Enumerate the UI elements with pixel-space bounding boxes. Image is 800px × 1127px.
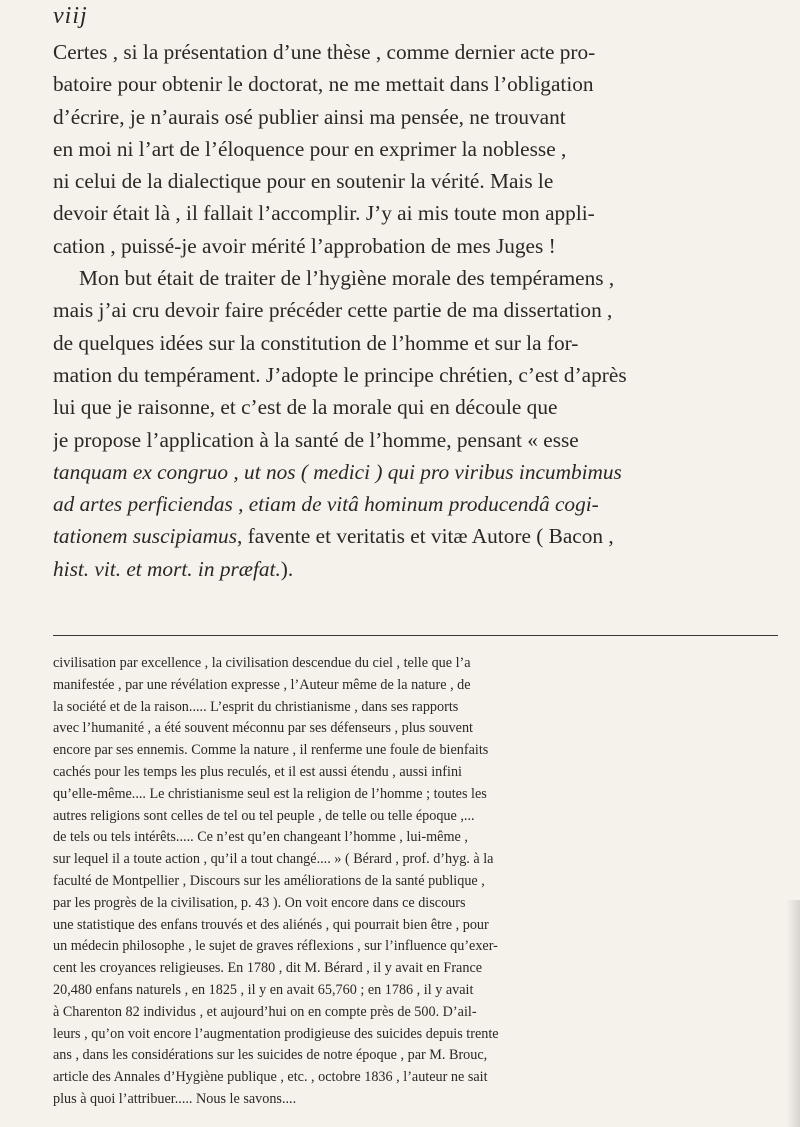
text-line: en moi ni l’art de l’éloquence pour en exprimer la noblesse , (53, 136, 567, 161)
footnote-line: autres religions sont celles de tel ou tel peuple , de telle ou telle époque ,... (53, 807, 475, 824)
main-text-block (53, 36, 781, 585)
text-line: lui que je raisonne, et c’est de la morale qui en découle que (53, 395, 558, 420)
footnote-line: sur lequel il a toute action , qu’il a tout changé.... » ( Bérard , prof. d’hyg. à la (53, 851, 494, 868)
footnote-divider (53, 635, 778, 636)
text-line: Certes , si la présentation d’une thèse , comme dernier acte pro- (53, 40, 596, 64)
text-line: mation du tempérament. J’adopte le principe chrétien, c’est d’après (53, 362, 627, 387)
footnote-line: cachés pour les temps les plus reculés, et il est aussi étendu , aussi infini (53, 763, 462, 780)
footnote-line: une statistique des enfans trouvés et des aliénés , qui pourrait bien être , pour (53, 916, 489, 933)
latin-quote-line (53, 488, 781, 520)
text-line: batoire pour obtenir le doctorat, ne me mettait dans l’obligation (53, 72, 594, 97)
footnote-line: de tels ou tels intérêts..... Ce n’est qu’en changeant l’homme , lui-même , (53, 829, 468, 846)
footnote-line: 20,480 enfans naturels , en 1825 , il y en avait 65,760 ; en 1786 , il y avait (53, 981, 474, 998)
page-number: viij (53, 3, 88, 29)
text-line: cation , puissé-je avoir mérité l’approbation de mes Juges ! (53, 233, 556, 258)
text-line: mais j’ai cru devoir faire précéder cette partie de ma dissertation , (53, 298, 613, 323)
latin-quote-line (53, 456, 781, 488)
footnote-line: plus à quoi l’attribuer..... Nous le savons.... (53, 1090, 297, 1107)
footnote-line: à Charenton 82 individus , et aujourd’hui on en compte près de 500. D’ail- (53, 1003, 477, 1020)
footnote-line: qu’elle-même.... Le christianisme seul est la religion de l’homme ; toutes les (53, 785, 487, 802)
footnote-line: article des Annales d’Hygiène publique , etc. , octobre 1836 , l’auteur ne sait (53, 1069, 488, 1086)
paragraph-start-line: Mon but était de traiter de l’hygiène morale des tempéramens , (79, 266, 615, 291)
footnote-line: civilisation par excellence , la civilisation descendue du ciel , telle que l’a (53, 655, 471, 671)
text-line: je propose l’application à la santé de l’homme, pensant « esse (53, 427, 579, 452)
footnote-line: leurs , qu’on voit encore l’augmentation prodigieuse des suicides depuis trente (53, 1025, 499, 1042)
footnote-line: un médecin philosophe , le sujet de graves réflexions , sur l’influence qu’exer- (53, 938, 498, 955)
footnote-line: ans , dans les considérations sur les suicides de notre époque , par M. Brouc, (53, 1047, 488, 1064)
footnote-line: manifestée , par une révélation expresse , l’Auteur même de la nature , de (53, 676, 471, 693)
citation-reference: hist. vit. et mort. in præfat. (53, 556, 281, 581)
latin-quote-text: ad artes perficiendas , etiam de vitâ hominum producendâ cogi- (53, 492, 599, 517)
citation-line (53, 553, 781, 585)
page-edge-shadow (786, 900, 800, 1127)
footnote-line: par les progrès de la civilisation, p. 43 ). On voit encore dans ce discours (53, 894, 466, 911)
quote-attribution: , favente et veritatis et vitæ Autore ( Bacon , (236, 524, 614, 549)
footnote-line: cent les croyances religieuses. En 1780 , dit M. Bérard , il y avait en France (53, 960, 483, 977)
footnote-block (53, 653, 781, 1111)
latin-quote-line (53, 520, 781, 552)
text-line: de quelques idées sur la constitution de l’homme et sur la for- (53, 330, 579, 355)
footnote-line: avec l’humanité , a été souvent méconnu par ses défenseurs , plus souvent (53, 720, 473, 737)
footnote-line: la société et de la raison..... L’esprit du christianisme , dans ses rapports (53, 698, 459, 715)
footnote-line: faculté de Montpellier , Discours sur les améliorations de la santé publique , (53, 872, 485, 889)
latin-quote-text: tanquam ex congruo , ut nos ( medici ) qui pro viribus incumbimus (53, 459, 622, 484)
text-line: d’écrire, je n’aurais osé publier ainsi ma pensée, ne trouvant (53, 104, 566, 129)
text-line: ni celui de la dialectique pour en soutenir la vérité. Mais le (53, 169, 554, 194)
footnote-line: encore par ses ennemis. Comme la nature , il renferme une foule de bienfaits (53, 742, 489, 759)
latin-quote-text: tationem suscipiamus (53, 524, 237, 549)
citation-close: ). (280, 556, 294, 581)
text-line: devoir était là , il fallait l’accomplir. J’y ai mis toute mon appli- (53, 201, 595, 226)
